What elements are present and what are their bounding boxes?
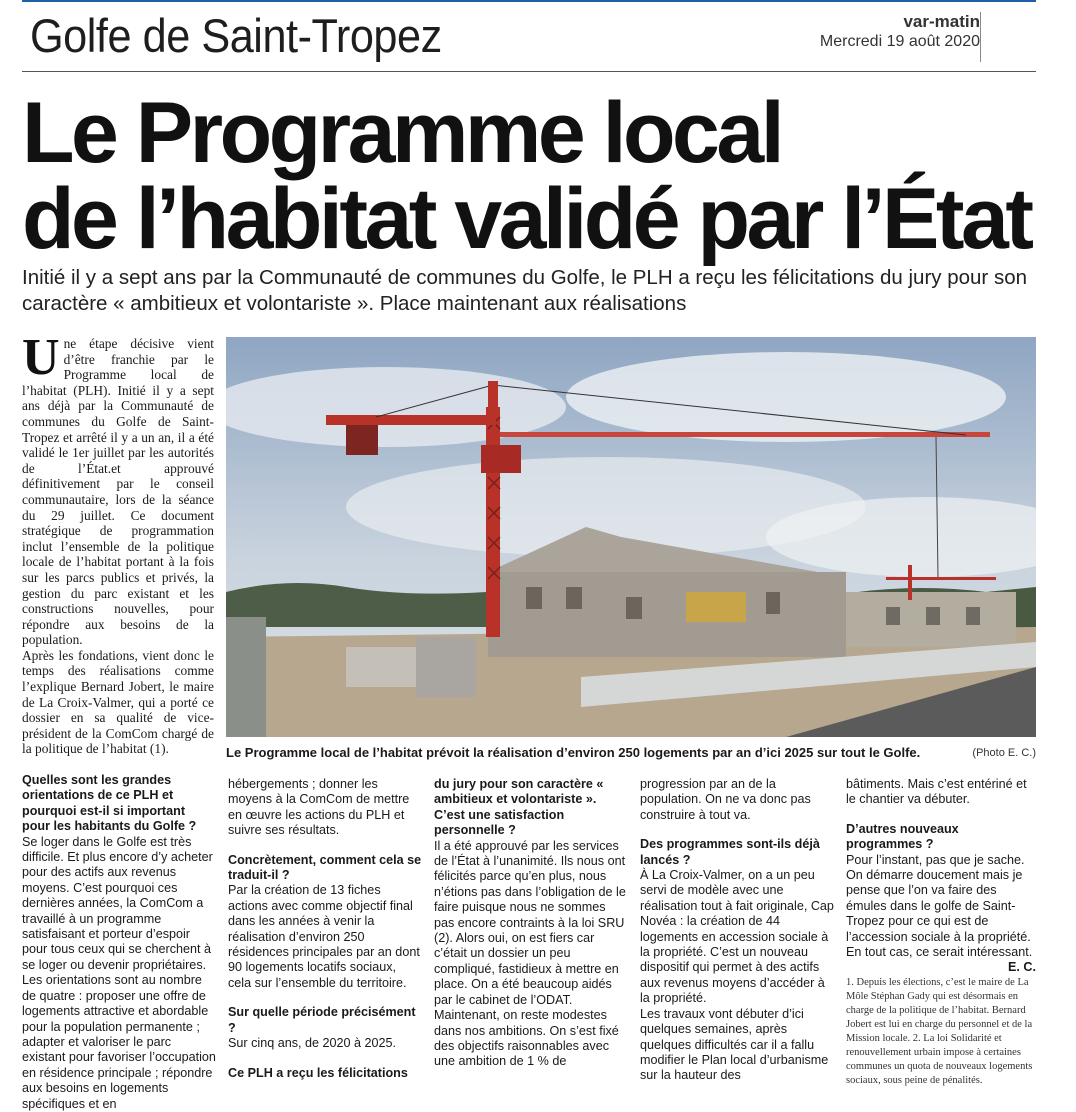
question-3: Sur quelle période précisément ? [228,1005,416,1035]
answer-4b: Maintenant, on reste modestes dans nos ambitions. On s’est fixé des objectifs raisonnables avec une ambition de 1 % de [434,1008,619,1069]
column-5 [846,777,1036,1088]
question-5: Des programmes sont-ils déjà lancés ? [640,837,820,867]
headline-line-2: de l’habitat validé par l’État [22,171,1031,267]
issue-date: Mercredi 19 août 2020 [819,33,980,50]
answer-5: À La Croix-Valmer, on a un peu servi de modèle avec une réalisation tout à fait originale, Cap Novéa : la création de 44 logements en accession sociale à la propriété. C’est un nouveau dispositif qui permet à des actifs aux revenus moyens d’accéder à la propriété. [640,868,834,1006]
caption-text: Le Programme local de l’habitat prévoit la réalisation d’environ 250 logements par an d’ici 2025 sur tout le Golfe. [226,745,921,760]
construction-photo [226,337,1036,737]
answer-2: Par la création de 13 fiches actions avec comme objectif final dans les années à venir la réalisation d’environ 250 résidences principales par an dont 90 logements locatifs sociaux, cela sur l’ensemble du territoire. [228,883,420,990]
answer-1: Se loger dans le Golfe est très difficile. Et plus encore d’y acheter pour des actifs aux revenus moyens. C’est pourquoi ces dernières années, la ComCom a travaillé à un programme satisfaisant et porteur d’espoir pour tous ceux qui se cherchent à se loger ou devenir propriétaires. Les orientations sont au nombre de quatre : proposer une offre de logements attractive et abordable pour la population permanente ; adapter et valoriser le parc existant pour favoriser l’occupation en résidence principale ; répondre aux besoins en logements spécifiques et en [22,834,216,1111]
section-title: Golfe de Saint-Tropez [30,9,442,62]
masthead [820,12,980,52]
lead-text-2: Après les fondations, vient donc le temps des réalisations comme l’explique Bernard Jobert, le maire de La Croix-Valmer, qui a porté ce dossier en sa qualité de vice-président de la ComCom chargé de la politique de l’habitat (1). [22,647,214,757]
headline-line-1: Le Programme local [22,85,782,181]
photo-credit: (Photo E. C.) [972,747,1036,759]
photo-caption [226,745,1036,761]
question-4: Ce PLH a reçu les félicitations [228,1065,408,1080]
answer-5-cont: bâtiments. Mais c’est entériné et le chantier va débuter. [846,777,1027,807]
question-2: Concrètement, comment cela se traduit-il ? [228,852,422,883]
header-rule [22,71,1036,72]
lead-paragraph [22,329,214,757]
footnotes: 1. Depuis les élections, c’est le maire de La Môle Stéphan Gady qui est désormais en charge de la politique de l’habitat. Bernard Jobert est lui en charge du personnel et de la Mission locale. 2. La loi Solidarité et renouvellement urbain impose à certaines communes un quota de nouveaux logements sociaux, sous peine de pénalités. [846,976,1033,1086]
question-4-cont: du jury pour son caractère « ambitieux et volontariste ». C’est une satisfaction personnelle ? [434,777,604,838]
drop-cap: U [22,329,60,386]
answer-6: Pour l’instant, pas que je sache. On démarre doucement mais je pense que l’on va faire des émules dans le golfe de Saint-Tropez pour ce qui est de l’accession sociale à la propriété. En tout cas, ce serait intéressant. [846,852,1033,960]
photo-illustration [226,337,1036,737]
headline [22,85,1052,267]
answer-4-cont: progression par an de la population. On ne va donc pas construire à tout va. [640,777,811,822]
column-3 [434,777,628,1070]
column-1 [22,773,216,1112]
standfirst: Initié il y a sept ans par la Communauté de communes du Golfe, le PLH a reçu les félicitations du jury pour son caractère « ambitieux et volontariste ». Place maintenant aux réalisations [22,266,1028,315]
answer-4: Il a été approuvé par les services de l’État à l’unanimité. Ils nous ont félicités parce qu’en plus, nous n’étions pas dans l’obligation de le faire puisque nous ne sommes pas encore contraints à la loi SRU (2). Alors oui, on est fiers car c’était un dossier un peu compliqué, fastidieux à mettre en place. On a été beaucoup aidés par le cabinet de l’ODAT. [434,838,626,1007]
paper-name: var-matin [903,12,980,31]
question-6: D’autres nouveaux programmes ? [846,821,959,852]
top-rule [22,0,1036,2]
column-4 [640,777,834,1084]
question-1: Quelles sont les grandes orientations de ce PLH et pourquoi est-il si important pour les habitants du Golfe ? [22,773,197,834]
lead-text-1: ne étape décisive vient d’être franchie par le Programme local de l’habitat (PLH). Initié il y a sept ans déjà par la Communauté de communes du Golfe de Saint-Tropez et arrêté il y a un an, il a été validé le 1er juillet par les autorités de l’État.et approuvé définitivement par le conseil communautaire, lors de la séance du 29 juillet. Ce document stratégique de programmation inclut l’ensemble de la politique locale de l’habitat portant à la fois sur les parcs publics et privés, la gestion du parc existant et les constructions nouvelles, pour répondre aux besoins de la population. [22,336,214,648]
author-signature: E. C. [1008,960,1036,975]
answer-1-cont: hébergements ; donner les moyens à la ComCom de mettre en œuvre les actions du PLH et suivre ses résultats. [228,777,410,838]
masthead-divider [980,12,981,62]
answer-5b: Les travaux vont débuter d’ici quelques semaines, après quelques difficultés car il a fallu modifier le Plan local d’urbanisme sur la hauteur des [640,1006,829,1083]
column-2 [228,777,422,1081]
answer-3: Sur cinq ans, de 2020 à 2025. [228,1036,397,1051]
